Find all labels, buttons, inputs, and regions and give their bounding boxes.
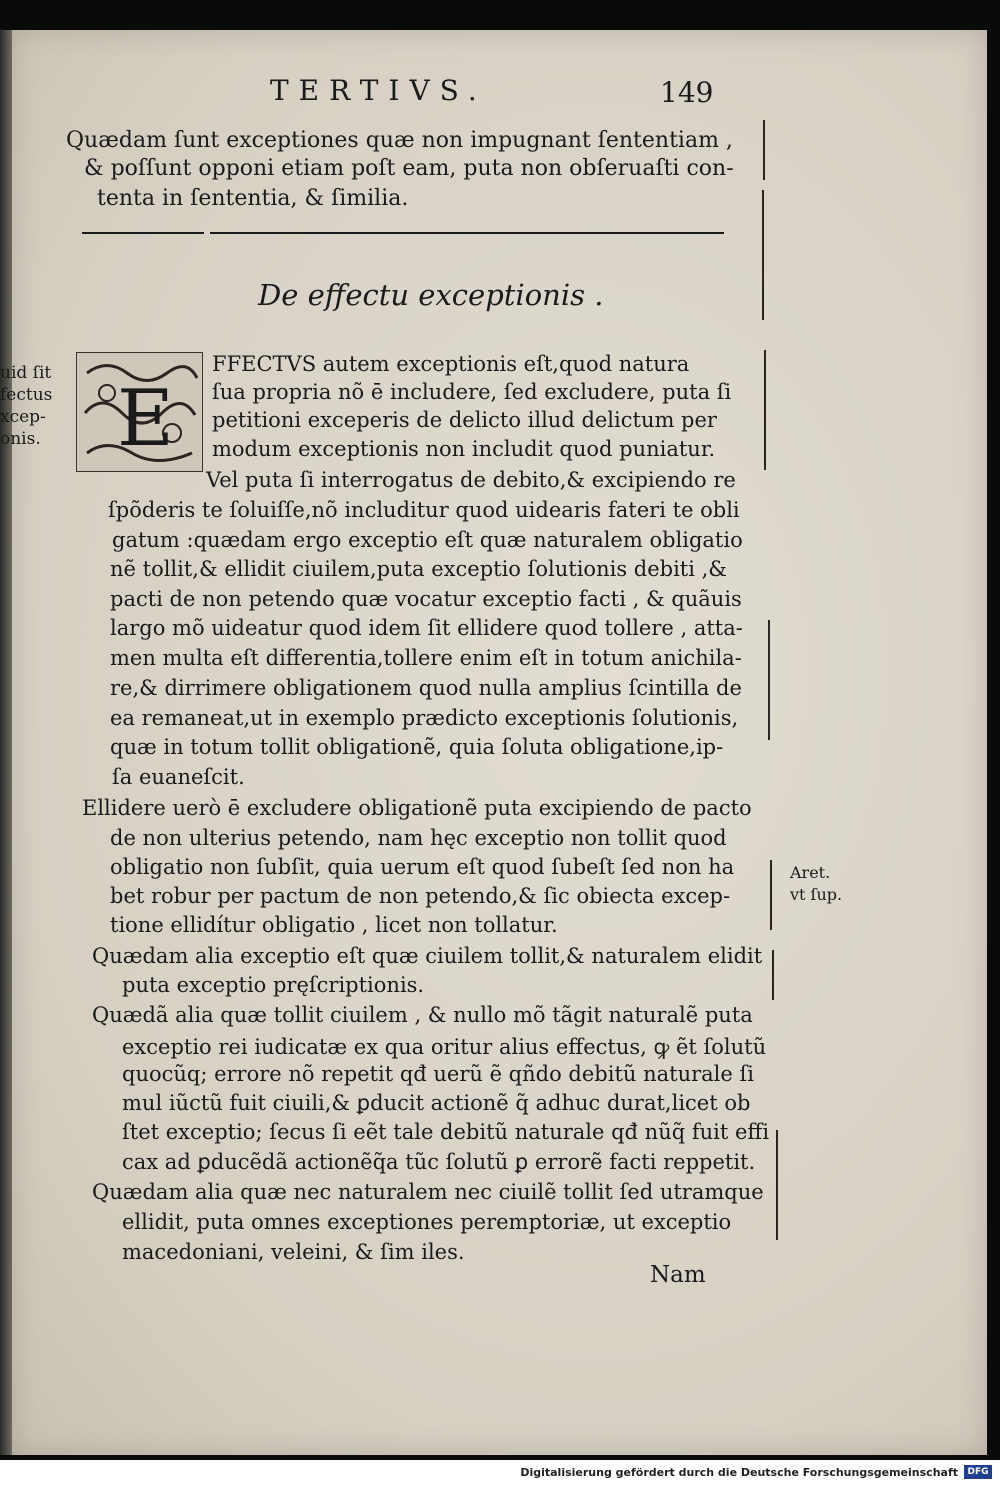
text-line: Vel puta ſi interrogatus de debito,& excipiendo re [206,468,736,492]
text-line: Quædam alia quæ nec naturalem nec ciuilẽ tollit ſed utramque [92,1180,764,1204]
ornament-icon [77,353,202,471]
page-number: 149 [660,76,714,109]
bleed-mark [762,190,764,320]
text-line: bet robur per pactum de non petendo,& ſic obiecta excep- [110,884,731,908]
text-line: de non ulterius petendo, nam hęc exceptio non tollit quod [110,826,727,850]
text-line: men multa eſt differentia,tollere enim eſt in totum anichila- [110,646,742,670]
text-line: Ellidere uerò ē excludere obligationẽ puta excipiendo de pacto [82,796,752,820]
catchword: Nam [650,1262,706,1288]
bleed-mark [768,620,770,740]
text-line: pacti de non petendo quæ vocatur exceptio facti , & quãuis [110,587,742,611]
text-line: Quædã alia quæ tollit ciuilem , & nullo mõ tãgit naturalẽ puta [92,1003,753,1027]
decorated-initial [76,352,203,472]
text-line: quocũq; errore nõ repetit qđ uerũ ẽ qñdo debitũ naturale ſi [122,1062,754,1086]
text-line: & poſſunt opponi etiam poſt eam, puta non obſeruaſti con- [84,156,734,181]
text-line: re,& dirrimere obligationem quod nulla amplius ſcintilla de [110,676,742,700]
section-rule-right [210,232,724,234]
text-line: Quædam ſunt exceptiones quæ non impugnant ſententiam , [66,128,733,153]
text-line: ſtet exceptio; ſecus ſi eẽt tale debitũ naturale qđ nũq̃ fuit effi [122,1120,770,1144]
text-line: gatum :quædam ergo exceptio eſt quæ naturalem obligatio [112,528,743,552]
text-line: exceptio rei iudicatæ ex qua oritur alius effectus, ꝙ ẽt ſolutũ [122,1035,767,1059]
section-heading: De effectu exceptionis . [258,278,604,312]
bleed-mark [770,860,772,930]
text-line: nẽ tollit,& ellidit ciuilem,puta exceptio ſolutionis debiti ,& [110,557,727,581]
text-line: Quædam alia exceptio eſt quæ ciuilem tollit,& naturalem elidit [92,944,763,968]
dfg-logo-icon: DFG [964,1465,992,1479]
text-line: macedoniani, veleini, & ſim iles. [122,1240,465,1264]
margin-note-left: uid ſit fectus xcep- onis. [0,363,53,449]
bleed-mark [772,950,774,1000]
running-header: TERTIVS. [270,74,487,107]
margin-note-right: Aret. vt ſup. [790,863,843,904]
footer-credit: Digitalisierung gefördert durch die Deutsche Forschungsgemeinschaft [520,1466,958,1479]
text-line: obligatio non ſubſit, quia uerum eſt quod ſubeſt ſed non ha [110,855,735,879]
page-gutter [0,30,12,1455]
text-line: quæ in totum tollit obligationẽ, quia ſoluta obligatione,ip- [110,735,724,759]
text-line: FFECTVS autem exceptionis eſt,quod natura [212,352,690,376]
text-line: largo mõ uideatur quod idem ſit ellidere quod tollere , atta- [110,616,743,640]
footer-bar [0,1460,1000,1489]
text-line: ea remaneat,ut in exemplo prædicto exceptionis ſolutionis, [110,706,739,730]
text-line: petitioni exceperis de delicto illud delictum per [212,408,717,432]
text-line: ſpõderis te ſoluiſſe,nõ includitur quod uidearis fateri te obli [108,498,740,522]
bleed-mark [776,1130,778,1240]
svg-text:E: E [117,374,174,464]
text-line: ellidit, puta omnes exceptiones peremptoriæ, ut exceptio [122,1210,732,1234]
text-line: cax ad ꝑducẽdã actionẽq̃a tũc ſolutũ ꝑ errorẽ facti reppetit. [122,1150,756,1174]
bleed-mark [763,120,765,180]
text-line: ſa euaneſcit. [112,765,245,789]
text-line: tione ellidítur obligatio , licet non tollatur. [110,913,558,937]
text-line: modum exceptionis non includit quod puniatur. [212,437,716,461]
text-line: puta exceptio pręſcriptionis. [122,973,425,997]
text-line: tenta in ſententia, & ſimilia. [97,186,409,211]
section-rule-left [82,232,204,234]
text-line: mul iũctũ fuit ciuili,& ꝑducit actionẽ q̃ adhuc durat,licet ob [122,1091,751,1115]
text-line: ſua propria nõ ē includere, ſed excludere, puta ſi [212,380,732,404]
bleed-mark [764,350,766,470]
